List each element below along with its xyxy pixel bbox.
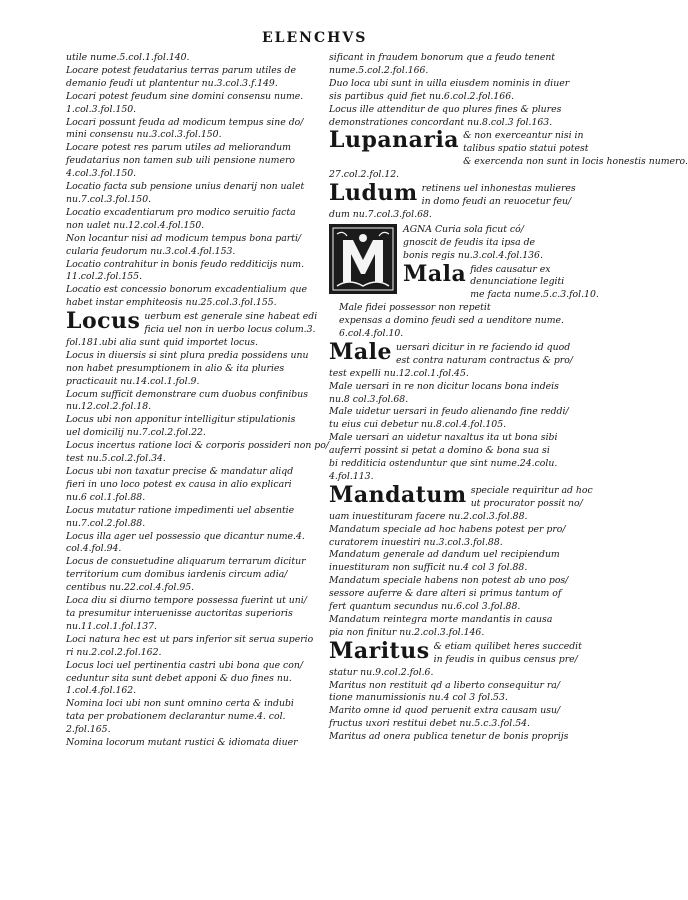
index-line: & etiam quilibet heres succedit — [433, 640, 582, 652]
index-line: Locatio facta sub pensione unius denarij non ualet — [66, 181, 305, 193]
index-line: 1.col.4.fol.162. — [66, 685, 137, 697]
index-line: sessore auferre & dare alteri si primus tantum of — [329, 588, 562, 600]
index-line: centibus nu.22.col.4.fol.95. — [66, 582, 195, 594]
decorated-initial-m — [329, 224, 397, 294]
index-line: Maritus non restituit qd a liberto consequitur ra/ — [329, 679, 560, 691]
index-line: Nomina loci ubi non sunt omnino certa & indubi — [66, 698, 294, 710]
headword-lupanaria: Lupanaria — [329, 127, 460, 154]
index-line: Maritus ad onera publica tenetur de bonis proprijs — [329, 731, 569, 743]
index-line: Locare potest res parum utiles ad meliorandum — [66, 142, 291, 154]
headword-ludum: Ludum — [329, 180, 418, 207]
index-line: gnoscit de feudis ita ipsa de — [403, 236, 536, 248]
right-entries-block-2 — [329, 302, 591, 341]
index-line: Locum sufficit demonstrare cum duobus confinibus — [66, 388, 309, 400]
ludum-text — [422, 182, 591, 209]
entry-lupanaria — [329, 127, 688, 169]
index-line: mini consensu nu.3.col.3.fol.150. — [66, 129, 222, 141]
index-line: ut procurator possit no/ — [470, 497, 583, 509]
index-line: feudatarius non tamen sub uili pensione numero — [66, 155, 295, 167]
mandatum-text — [471, 484, 593, 511]
index-line: Locatio excadentiarum pro modico seruitio facta — [66, 206, 296, 218]
index-line: auferri possint si petat a domino & bona sua si — [329, 445, 550, 457]
index-line: practicauit nu.14.col.1.fol.9. — [66, 375, 200, 387]
index-line: ta presumitur interuenisse auctoritas superioris — [66, 607, 293, 619]
index-line: 11.col.2.fol.155. — [66, 271, 143, 283]
index-line: Locus incertus ratione loci & corporis possideri non po/ — [66, 440, 329, 452]
index-line: Nomina locorum mutant rustici & idiomata diuer — [66, 737, 298, 749]
index-line: Locare potest feudatarius terras parum utiles de — [66, 64, 296, 76]
index-line: utile nume.5.col.1.fol.140. — [66, 52, 190, 63]
index-line: sis partibus quid fiet nu.6.col.2.fol.166. — [329, 90, 515, 102]
entry-locus — [66, 310, 321, 337]
male-text — [396, 341, 591, 368]
index-line: speciale requiritur ad hoc — [470, 484, 593, 496]
index-line: Non locantur nisi ad modicum tempus bona parti/ — [66, 232, 302, 244]
index-line: Locus ubi non taxatur precise & mandatur aliqd — [66, 466, 294, 477]
headword-mandatum: Mandatum — [329, 481, 467, 508]
index-line: bonis regis nu.3.col.4.fol.136. — [403, 249, 543, 261]
index-line: Locari potest feudum sine domini consensu nume. — [66, 90, 304, 102]
index-line: ri nu.2.col.2.fol.162. — [66, 646, 162, 658]
index-line: Locatio est concessio bonorum excadentialium que — [66, 284, 307, 296]
index-line: fructus uxori restitui debet nu.5.c.3.fol.54. — [329, 718, 530, 730]
right-column — [329, 52, 688, 744]
index-line: non habet presumptionem in alio & ita pluries — [66, 362, 285, 374]
index-line: Locus ubi non apponitur intelligitur stipulationis — [66, 414, 296, 426]
index-line: in domo feudi an reuocetur feu/ — [421, 195, 572, 207]
entry-male — [329, 338, 591, 368]
index-line: me facta nume.5.c.3.fol.10. — [470, 289, 599, 301]
index-line: demanio feudi ut plantentur nu.3.col.3.f.149. — [66, 77, 278, 89]
index-line: est contra naturam contractus & pro/ — [395, 354, 573, 366]
index-line: Male uersari in re non dicitur locans bona indeis — [329, 380, 559, 392]
left-entries-block-2 — [66, 336, 329, 750]
entry-mandatum — [329, 481, 593, 511]
lupanaria-tail: 27.col.2.fol.12. — [329, 169, 400, 181]
index-line: retinens uel inhonestas mulieres — [421, 183, 576, 195]
index-line: pia non finitur nu.2.col.3.fol.146. — [329, 626, 485, 638]
index-line: Locatio contrahitur in bonis feudo redditicijs num. — [66, 258, 305, 270]
index-line: tata per probationem declarantur nume.4. col. — [66, 711, 286, 723]
index-line: Locus de consuetudine aliquarum terrarum dicitur — [66, 556, 306, 568]
index-line: Locari possunt feuda ad modicum tempus sine do/ — [66, 116, 304, 128]
index-line: habet instar emphiteosis nu.25.col.3.fol.155. — [66, 297, 277, 309]
left-entries-block-1 — [66, 52, 321, 310]
index-line: cularia feudorum nu.3.col.4.fol.153. — [66, 245, 236, 257]
index-line: curatorem inuestiri nu.3.col.3.fol.88. — [329, 536, 503, 548]
index-line: uerbum est generale sine habeat edi — [144, 311, 318, 323]
index-line: talibus spatio statui potest — [463, 143, 589, 155]
index-line: tione manumissionis nu.4 col 3 fol.53. — [329, 692, 508, 704]
index-line: & exercenda non sunt in locis honestis numero. — [463, 156, 688, 168]
index-line: nu.7.col.2.fol.88. — [66, 517, 146, 529]
headword-maritus: Maritus — [329, 637, 430, 664]
entry-ludum — [329, 182, 591, 209]
index-line: nu.7.col.3.fol.150. — [66, 193, 152, 205]
index-line: Mandatum reintegra morte mandantis in causa — [329, 613, 553, 625]
index-line: test expelli nu.12.col.1.fol.45. — [329, 367, 469, 379]
index-line: AGNA Curia sola ficut có/ — [403, 223, 524, 235]
locus-text — [144, 310, 321, 337]
index-line: tu eius cui debetur nu.8.col.4.fol.105. — [329, 419, 507, 431]
index-line: 4.col.3.fol.150. — [66, 168, 137, 180]
ornament-icon — [329, 224, 397, 294]
index-line: non ualet nu.12.col.4.fol.150. — [66, 219, 205, 231]
entry-maritus — [329, 637, 591, 667]
index-line: ceduntur sita sunt debet apponi & duo fines nu. — [66, 672, 292, 684]
index-line: uam inuestituram facere nu.2.col.3.fol.88. — [329, 510, 528, 522]
index-line: Mandatum speciale ad hoc habens potest per pro/ — [329, 523, 566, 535]
index-line: Marito omne id quod peruenit extra causam usu/ — [329, 705, 561, 717]
right-entries-block-5 — [329, 667, 591, 744]
index-line: nu.12.col.2.fol.18. — [66, 401, 152, 413]
index-line: Locus illa ager uel possessio que dicantur nume.4. — [66, 530, 305, 542]
index-line: expensas a domino feudi sed a uenditore nume. — [339, 315, 564, 327]
index-line: fieri in uno loco potest ex causa in alio explicari — [66, 478, 292, 490]
index-line: statur nu.9.col.2.fol.6. — [329, 666, 434, 678]
headword-male: Male — [329, 338, 392, 365]
lupanaria-text — [463, 129, 688, 169]
left-column — [66, 52, 329, 750]
index-line: 4.fol.113. — [329, 471, 374, 482]
right-entries-block-1 — [329, 52, 591, 129]
index-line: Male fidei possessor non repetit — [339, 302, 491, 314]
mala-text — [470, 263, 599, 303]
index-line: demonstrationes concordant nu.8.col.3 fol.163. — [329, 116, 553, 128]
maritus-text — [434, 640, 591, 667]
index-line: fert quantum secundus nu.6.col 3.fol.88. — [329, 601, 521, 613]
index-line: Mandatum speciale habens non potest ab uno pos/ — [329, 575, 569, 587]
index-line: Loca diu si diurno tempore possessa fuerint ut uni/ — [66, 595, 307, 607]
right-entries-block-3 — [329, 368, 591, 484]
right-entries-block-4 — [329, 511, 591, 640]
index-line: nume.5.col.2.fol.166. — [329, 64, 429, 76]
index-line: nu.8 col.3.fol.68. — [329, 393, 409, 405]
index-line: in feudis in quibus census pre/ — [433, 653, 578, 665]
index-line: 2.fol.165. — [66, 724, 111, 736]
index-line: inuestituram non sufficit nu.4 col 3 fol.88. — [329, 562, 528, 574]
index-line: test nu.5.col.2.fol.34. — [66, 453, 166, 465]
index-line: nu.11.col.1.fol.137. — [66, 620, 157, 632]
index-line: nu.6 col.1.fol.88. — [66, 491, 146, 503]
index-line: 1.col.3.fol.150. — [66, 103, 137, 115]
entry-mala — [403, 260, 599, 303]
index-line: Locus ille attenditur de quo plures fines & plures — [329, 103, 562, 115]
running-header: ELENCHVS — [262, 30, 368, 46]
index-line: uel domicilij nu.7.col.2.fol.22. — [66, 427, 206, 439]
index-line: sificant in fraudem bonorum que a feudo tenent — [329, 52, 556, 63]
index-line: uersari dicitur in re faciendo id quod — [395, 341, 571, 353]
index-line: bi redditicia ostenduntur que sint nume.24.colu. — [329, 458, 558, 470]
magna-text — [403, 224, 599, 302]
index-line: Locus mutatur ratione impedimenti uel absentie — [66, 504, 295, 516]
index-line: Male uersari an uidetur naxaltus ita ut bona sibi — [329, 432, 558, 444]
index-line: fol.181.ubi alia sunt quid importet locus. — [66, 336, 258, 348]
index-line: Locus loci uel pertinentia castri ubi bona que con/ — [66, 659, 303, 671]
index-line: & non exerceantur nisi in — [463, 130, 584, 142]
index-line: territorium cum domibus iardenis circum adia/ — [66, 569, 288, 581]
index-line: Loci natura hec est ut pars inferior sit serua superio — [66, 633, 314, 645]
ludum-tail: dum nu.7.col.3.fol.68. — [329, 208, 432, 220]
index-line: denunciatione legiti — [470, 276, 565, 288]
index-line: Duo loca ubi sunt in uilla eiusdem nominis in diuer — [329, 77, 570, 89]
magna-entry — [329, 223, 599, 302]
index-line: Locus in diuersis si sint plura predia possidens unu — [66, 349, 309, 361]
headword-mala: Mala — [403, 260, 467, 287]
index-line: col.4.fol.94. — [66, 543, 122, 555]
headword-locus: Locus — [66, 308, 141, 335]
index-line: ficia uel non in uerbo locus colum.3. — [144, 324, 316, 336]
index-line: fides causatur ex — [470, 263, 551, 275]
index-line: Male uidetur uersari in feudo alienando fine reddi/ — [329, 406, 569, 418]
index-line: 6.col.4.fol.10. — [339, 328, 404, 340]
index-line: Mandatum generale ad dandum uel recipiendum — [329, 549, 560, 561]
